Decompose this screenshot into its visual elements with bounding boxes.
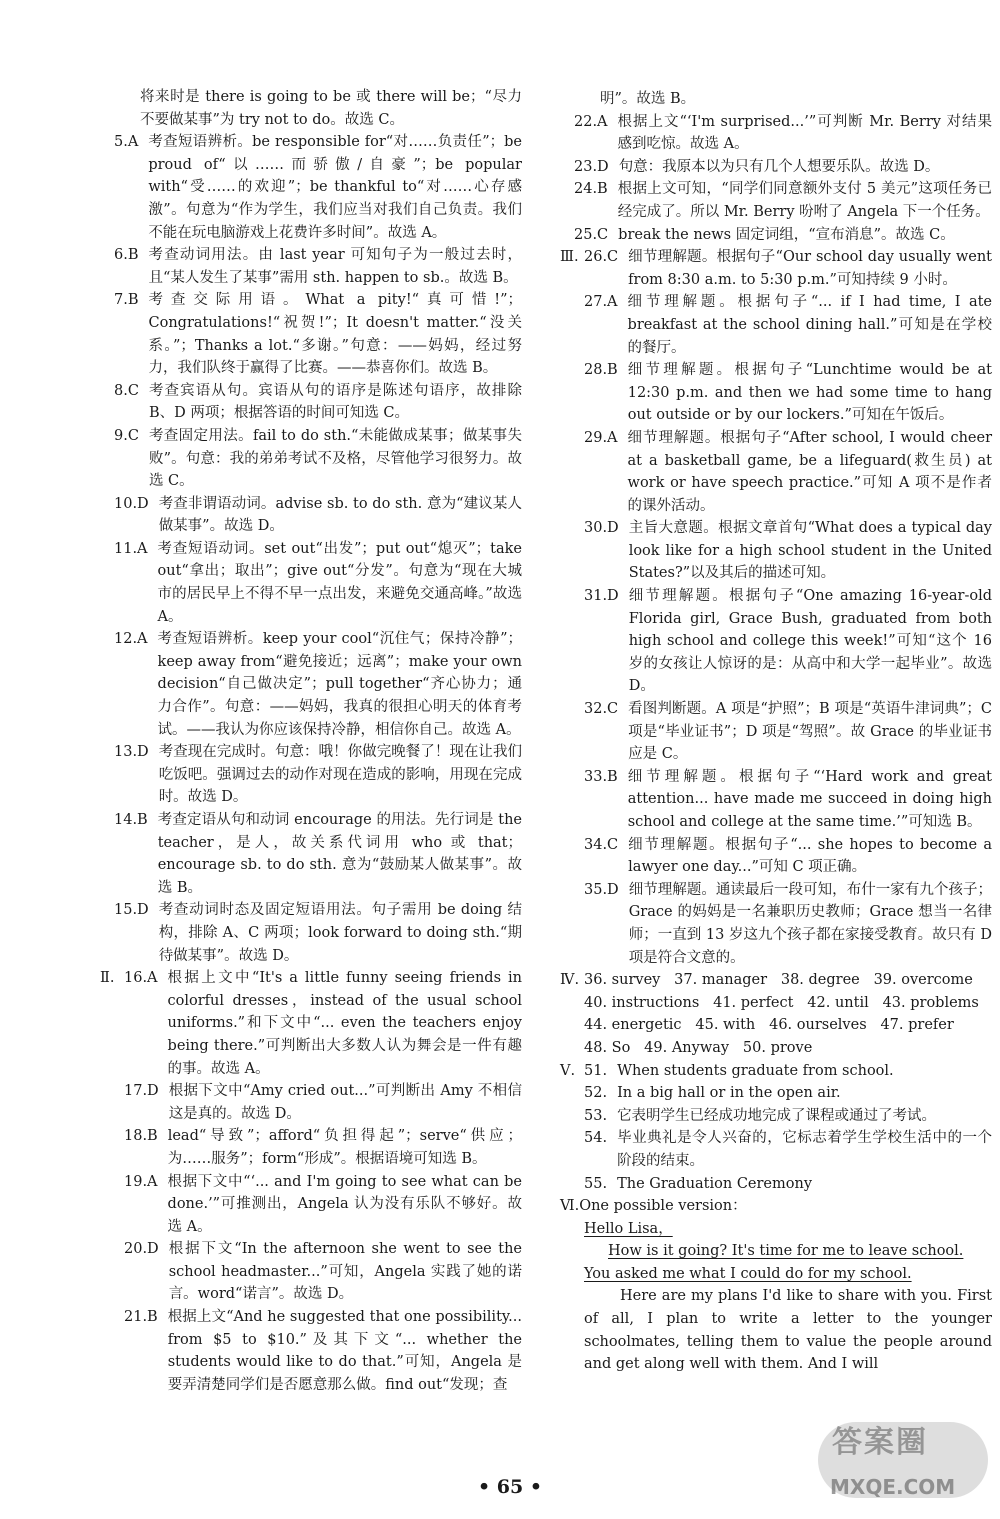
- answer-number: 20.D: [124, 1241, 159, 1258]
- answer-explanation: 根据下文中“‘... and I'm going to see what can be done.’”可推测出，Angela 认为没有乐队不够好。故选 A。: [167, 1173, 522, 1235]
- right-intro: 明”。故选 B。: [600, 91, 696, 107]
- letter-greeting: [560, 1218, 992, 1241]
- answer-number: 8.C: [114, 382, 139, 399]
- answer-explanation: 主旨大意题。根据文章首句“What does a typical day look like for a high school student in the United States?”以及其后的描述可知。: [628, 520, 992, 582]
- section-label-spacer: [560, 1037, 584, 1060]
- section-label-spacer: [560, 992, 584, 1015]
- vocab-answers: 48. So 49. Anyway 50. prove: [584, 1039, 813, 1056]
- section-label: Ⅵ.: [560, 1198, 580, 1215]
- section-label-spacer: [100, 1306, 124, 1396]
- answer-number: 29.A: [584, 429, 618, 446]
- answer-item: [560, 359, 992, 427]
- left-column: [100, 86, 522, 1396]
- answer-explanation: 句意：我原本以为只有几个人想要乐队。故选 D。: [618, 158, 940, 175]
- answer-item: [560, 1127, 992, 1172]
- section-label-spacer: [560, 834, 584, 879]
- answer-item: [100, 131, 522, 244]
- answer-explanation: 考查现在完成时。句意：哦！你做完晚餐了！现在让我们吃饭吧。强调过去的动作对现在造成的影响，用现在完成时。故选 D。: [158, 744, 522, 806]
- answer-number: 10.D: [114, 495, 149, 512]
- section-6-heading: One possible version：: [579, 1198, 747, 1215]
- section-5: [560, 1060, 992, 1196]
- answer-item: [100, 1080, 522, 1125]
- section-label: Ⅲ.: [560, 249, 579, 266]
- answer-item: [100, 628, 522, 741]
- answer-number: 14.B: [114, 812, 148, 828]
- page-number: • 65 •: [478, 1476, 542, 1498]
- section-label-spacer: [560, 766, 584, 834]
- answer-explanation: When students graduate from school.: [617, 1062, 894, 1079]
- answer-item: [560, 427, 992, 517]
- letter-body: Here are my plans I'd like to share with you. First of all, I plan to write a letter to the younger schoolmates, telling them to value the people around and get along well with them. And I will: [584, 1288, 992, 1373]
- answer-item: [560, 1105, 992, 1128]
- answer-item: [100, 1238, 522, 1306]
- section-label-spacer: [100, 1238, 124, 1306]
- answer-explanation: 细节理解题。根据句子“... if I had time, I ate breakfast at the school dining hall.”可知是在学校的餐厅。: [627, 294, 992, 356]
- answer-explanation: 考查非谓语动词。advise sb. to do sth. 意为“建议某人做某事”。故选 D。: [158, 495, 522, 535]
- answer-number: 35.D: [584, 881, 619, 898]
- letter-line-1-text: How is it going? It's time for me to leave school.: [608, 1243, 964, 1260]
- vocab-answers: 44. energetic 45. with 46. ourselves 47. prefer: [584, 1017, 954, 1034]
- answer-number: 6.B: [114, 247, 139, 264]
- answer-explanation: 考查宾语从句。宾语从句的语序是陈述句语序，故排除 B、D 两项；根据答语的时间可知选 C。: [148, 382, 522, 422]
- answer-explanation: 考查交际用语。What a pity!“真可惜!”；Congratulations!“祝贺!”；It doesn't matter.“没关系。”；Thanks a lot.“多谢。”句意：——妈妈，经过努力，我们队终于赢得了比赛。——恭喜你们。故选 B。: [148, 292, 522, 377]
- answer-number: 18.B: [124, 1128, 158, 1145]
- answer-explanation: 根据下文中“Amy cried out...”可判断出 Amy 不相信这是真的。故选 D。: [168, 1083, 522, 1122]
- watermark-url: MXQE.COM: [830, 1475, 956, 1499]
- answer-number: 31.D: [584, 588, 619, 605]
- answer-number: 23.D: [574, 158, 609, 175]
- answer-item: [100, 967, 522, 1080]
- vocab-answers: 40. instructions 41. perfect 42. until 43. problems: [584, 994, 979, 1011]
- answer-number: 7.B: [114, 292, 139, 309]
- answer-number: 32.C: [584, 701, 619, 718]
- answer-item: [100, 538, 522, 628]
- answer-item: [560, 224, 992, 247]
- answer-number: 52.: [584, 1085, 608, 1102]
- answer-item: [100, 244, 522, 289]
- answer-number: 26.C: [584, 249, 619, 266]
- answer-number: 16.A: [124, 970, 158, 987]
- answer-number: 22.A: [574, 113, 608, 130]
- vocab-row: [560, 1037, 992, 1060]
- answer-number: 25.C: [574, 226, 609, 243]
- section-label-spacer: [100, 1171, 124, 1239]
- answer-item: [560, 291, 992, 359]
- answer-explanation: 毕业典礼是令人兴奋的，它标志着学生学校生活中的一个阶段的结束。: [617, 1130, 992, 1169]
- answer-item: [560, 1173, 992, 1196]
- answer-explanation: 根据上文“And he suggested that one possibility... from $5 to $10.”及其下文“... whether the students would like to do that.”可知，Angela 是要弄清楚同学们是否愿意那么做。find out“发现；查: [167, 1309, 522, 1393]
- section-label-spacer: [100, 1080, 124, 1125]
- answer-explanation: 看图判断题。A 项是“护照”；B 项是“英语牛津词典”；C 项是“毕业证书”；D 项是“驾照”。故 Grace 的毕业证书应是 C。: [628, 701, 992, 763]
- answer-explanation: 根据上文可知，“同学们同意额外支付 5 美元”这项任务已经完成了。所以 Mr. Berry 吩咐了 Angela 下一个任务。: [617, 181, 992, 220]
- section-label-spacer: [560, 698, 584, 766]
- answer-number: 17.D: [124, 1083, 159, 1100]
- answer-number: 53.: [584, 1107, 608, 1124]
- answer-item: [100, 741, 522, 809]
- answer-item: [560, 1082, 992, 1105]
- answer-number: 51.: [584, 1062, 608, 1079]
- letter-line-1: [560, 1240, 992, 1263]
- section-label-spacer: [560, 1105, 584, 1128]
- section-label-spacer: [560, 1082, 584, 1105]
- answer-number: 9.C: [114, 427, 139, 444]
- answer-number: 28.B: [584, 362, 618, 379]
- section-label-spacer: [560, 879, 584, 969]
- answer-explanation: 细节理解题。根据句子“... she hopes to become a lawyer one day...”可知 C 项正确。: [628, 836, 992, 876]
- answer-item: [560, 111, 992, 156]
- section-label: Ⅱ.: [100, 970, 115, 987]
- answer-item: [560, 766, 992, 834]
- answer-number: 13.D: [114, 744, 149, 761]
- section-label-spacer: [560, 585, 584, 698]
- answer-explanation: 细节理解题。根据句子“One amazing 16-year-old Florida girl, Grace Bush, graduated from both high school and college this week!”可知“这个 16 岁的女孩让人惊讶的是：从高中和大学一起毕业”。故选 D。: [628, 588, 992, 695]
- answer-item: [560, 1060, 992, 1083]
- section-6-heading-row: [560, 1195, 992, 1218]
- answer-explanation: 根据上文“‘I'm surprised...’”可判断 Mr. Berry 对结果感到吃惊。故选 A。: [617, 113, 992, 153]
- vocab-row: [560, 1014, 992, 1037]
- answer-item: [100, 425, 522, 493]
- letter-line-2-text: You asked me what I could do for my school.: [584, 1265, 912, 1282]
- answer-item: [560, 178, 992, 223]
- answer-number: 27.A: [584, 294, 618, 311]
- answer-explanation: break the news 固定词组，“宣布消息”。故选 C。: [618, 226, 955, 243]
- answer-item: [100, 899, 522, 967]
- answer-number: 15.D: [114, 902, 149, 919]
- answer-explanation: 细节理解题。根据句子“Lunchtime would be at 12:30 p.m. and then we had some time to hang out outside or by our lockers.”可知在午饭后。: [627, 362, 992, 424]
- section-4: [560, 969, 992, 1059]
- answer-item: [100, 1306, 522, 1396]
- section-label: Ⅳ.: [560, 972, 580, 989]
- answer-number: 34.C: [584, 836, 619, 853]
- section-label-spacer: [560, 291, 584, 359]
- section-2: [100, 967, 522, 1396]
- answer-item: [560, 156, 992, 179]
- answer-explanation: 细节理解题。根据句子“Our school day usually went from 8:30 a.m. to 5:30 p.m.”可知持续 9 小时。: [628, 249, 992, 288]
- answer-explanation: 细节理解题。根据句子“After school, I would cheer at a basketball game, be a lifeguard(救生员) at work or have speech practice.”可知 A 项不是作者的课外活动。: [627, 429, 992, 514]
- answer-explanation: 根据上文中“It's a little funny seeing friends in colorful dresses，instead of the usual school uniforms.”和下文中“... even the teachers enjoy being there.”可判断出大多数人认为舞会是一件有趣的事。故选 A。: [167, 970, 522, 1077]
- answer-number: 33.B: [584, 768, 618, 785]
- answer-item: [560, 585, 992, 698]
- section-3: [560, 246, 992, 969]
- answer-number: 11.A: [114, 540, 148, 557]
- answer-number: 54.: [584, 1130, 608, 1147]
- answer-item: [560, 834, 992, 879]
- answer-item: [100, 809, 522, 899]
- answer-explanation: lead“导致”；afford“负担得起”；serve“供应；为……服务”；form“形成”。根据语境可知选 B。: [167, 1128, 522, 1167]
- answer-explanation: 根据下文“In the afternoon she went to see the school headmaster...”可知，Angela 实践了她的诺言。word“诺言”。故选 D。: [168, 1241, 522, 1303]
- watermark-logo-text: 答案圈: [832, 1425, 928, 1460]
- answer-explanation: 考查短语辨析。keep your cool“沉住气；保持冷静”；keep away from“避免接近；远离”；make your own decision“自己做决定”；pull together“齐心协力；通力合作”。句意：——妈妈，我真的很担心明天的体育考试。——我认为你应该保持冷静，相信你自己。故选 A。: [157, 631, 522, 738]
- answer-explanation: In a big hall or in the open air.: [617, 1085, 841, 1102]
- answer-explanation: 考查短语动词。set out“出发”；put out“熄灭”；take out“拿出；取出”；give out“分发”。句意为“现在大城市的居民早上不得不早一点出发，来避免交通高峰。”故选 A。: [157, 540, 522, 625]
- section-label-spacer: [560, 427, 584, 517]
- answer-item: [560, 517, 992, 585]
- answer-item: [100, 380, 522, 425]
- answer-item: [560, 879, 992, 969]
- section-label-spacer: [560, 1014, 584, 1037]
- answer-explanation: 考查动词时态及固定短语用法。句子需用 be doing 结构，排除 A、C 两项；look forward to doing sth.“期待做某事”。故选 D。: [158, 902, 522, 964]
- right-column: [560, 88, 992, 1376]
- vocab-row: [560, 992, 992, 1015]
- left-intro: 将来时是 there is going to be 或 there will be；“尽力不要做某事”为 try not to do。故选 C。: [140, 89, 522, 128]
- answer-explanation: 考查短语辨析。be responsible for“对……负责任”；be proud of“以……而骄傲/自豪”；be popular with“受……的欢迎”；be thankful to“对……心存感激”。句意为“作为学生，我们应当对我们自己负责。我们不能在玩电脑游戏上花费许多时间”。故选 A。: [148, 134, 522, 241]
- section-label-spacer: [560, 1127, 584, 1172]
- answer-item: [560, 698, 992, 766]
- left-items: [100, 131, 522, 967]
- answer-item: [100, 1171, 522, 1239]
- answer-explanation: 考查动词用法。由 last year 可知句子为一般过去时，且“某人发生了某事”需用 sth. happen to sb.。故选 B。: [148, 247, 522, 286]
- vocab-answers: 36. survey 37. manager 38. degree 39. overcome: [584, 972, 973, 989]
- answer-explanation: 考查定语从句和动词 encourage 的用法。先行词是 the teacher，是人，故关系代词用 who 或 that；encourage sb. to do sth. 意为“鼓励某人做某事”。故选 B。: [157, 812, 522, 896]
- answer-number: 19.A: [124, 1173, 158, 1190]
- letter-greeting-text: Hello Lisa，: [584, 1220, 673, 1237]
- answer-item: [100, 1125, 522, 1170]
- letter-line-2: [560, 1263, 992, 1286]
- section-6: [560, 1195, 992, 1376]
- answer-item: [100, 493, 522, 538]
- section-label-spacer: [100, 1125, 124, 1170]
- section-label-spacer: [560, 517, 584, 585]
- section-label-spacer: [560, 359, 584, 427]
- answer-number: 21.B: [124, 1309, 158, 1326]
- answer-explanation: 它表明学生已经成功地完成了课程或通过了考试。: [617, 1107, 937, 1124]
- section-label: Ⅴ.: [560, 1062, 576, 1079]
- answer-number: 12.A: [114, 631, 148, 648]
- answer-explanation: 细节理解题。通读最后一段可知，布什一家有九个孩子；Grace 的妈妈是一名兼职历史教师；Grace 想当一名律师；一直到 13 岁这九个孩子都在家接受教育。故只有 D 项是符合文意的。: [628, 881, 992, 966]
- answer-number: 30.D: [584, 520, 619, 537]
- answer-explanation: 考查固定用法。fail to do sth.“未能做成某事；做某事失败”。句意：我的弟弟考试不及格，尽管他学习很努力。故选 C。: [148, 427, 522, 490]
- vocab-row: [560, 969, 992, 992]
- answer-item: [560, 246, 992, 291]
- answer-number: 55.: [584, 1175, 608, 1192]
- answer-item: [100, 289, 522, 379]
- answer-explanation: The Graduation Ceremony: [617, 1175, 813, 1192]
- answer-number: 24.B: [574, 181, 608, 198]
- right-items: [560, 111, 992, 247]
- answer-number: 5.A: [114, 134, 139, 151]
- answer-explanation: 细节理解题。根据句子“‘Hard work and great attention... have made me succeed in doing high school and college at the same time.’”可知选 B。: [627, 768, 992, 830]
- section-label-spacer: [560, 1173, 584, 1196]
